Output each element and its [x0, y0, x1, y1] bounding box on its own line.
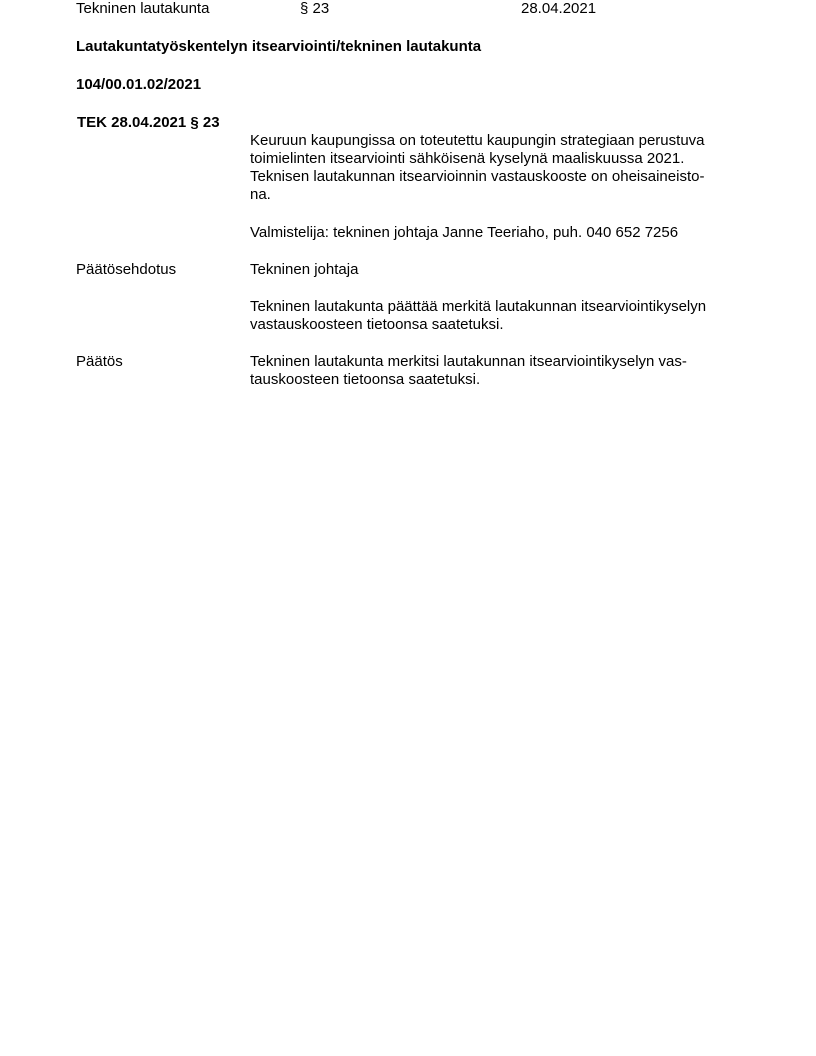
meeting-reference: TEK 28.04.2021 § 23	[77, 114, 220, 131]
proposal-text	[250, 298, 706, 334]
proposal-line: Tekninen lautakunta päättää merkitä lautakunnan itsearviointikyselyn	[250, 298, 707, 315]
document-title: Lautakuntatyöskentelyn itsearviointi/tekninen lautakunta	[76, 38, 482, 55]
decision-text	[250, 353, 687, 389]
decision-label: Päätös	[76, 353, 123, 370]
proposal-label: Päätösehdotus	[76, 261, 177, 278]
proposal-presenter: Tekninen johtaja	[250, 261, 359, 278]
intro-line: na.	[250, 186, 271, 203]
intro-line: Teknisen lautakunnan itsearvioinnin vastauskooste on oheisaineisto-	[250, 168, 705, 185]
intro-paragraph	[250, 132, 705, 204]
header-date: 28.04.2021	[521, 0, 597, 17]
decision-line: tauskoosteen tietoonsa saatetuksi.	[250, 371, 481, 388]
proposal-line: vastauskoosteen tietoonsa saatetuksi.	[250, 316, 504, 333]
intro-line: toimielinten itsearviointi sähköisenä kyselynä maaliskuussa 2021.	[250, 150, 685, 167]
record-number: 104/00.01.02/2021	[76, 76, 202, 93]
header-committee: Tekninen lautakunta	[76, 0, 210, 17]
header-section: § 23	[300, 0, 330, 17]
decision-line: Tekninen lautakunta merkitsi lautakunnan itsearviointikyselyn vas-	[250, 353, 687, 370]
intro-line: Keuruun kaupungissa on toteutettu kaupungin strategiaan perustuva	[250, 132, 705, 149]
preparer-line: Valmistelija: tekninen johtaja Janne Teeriaho, puh. 040 652 7256	[250, 224, 679, 241]
